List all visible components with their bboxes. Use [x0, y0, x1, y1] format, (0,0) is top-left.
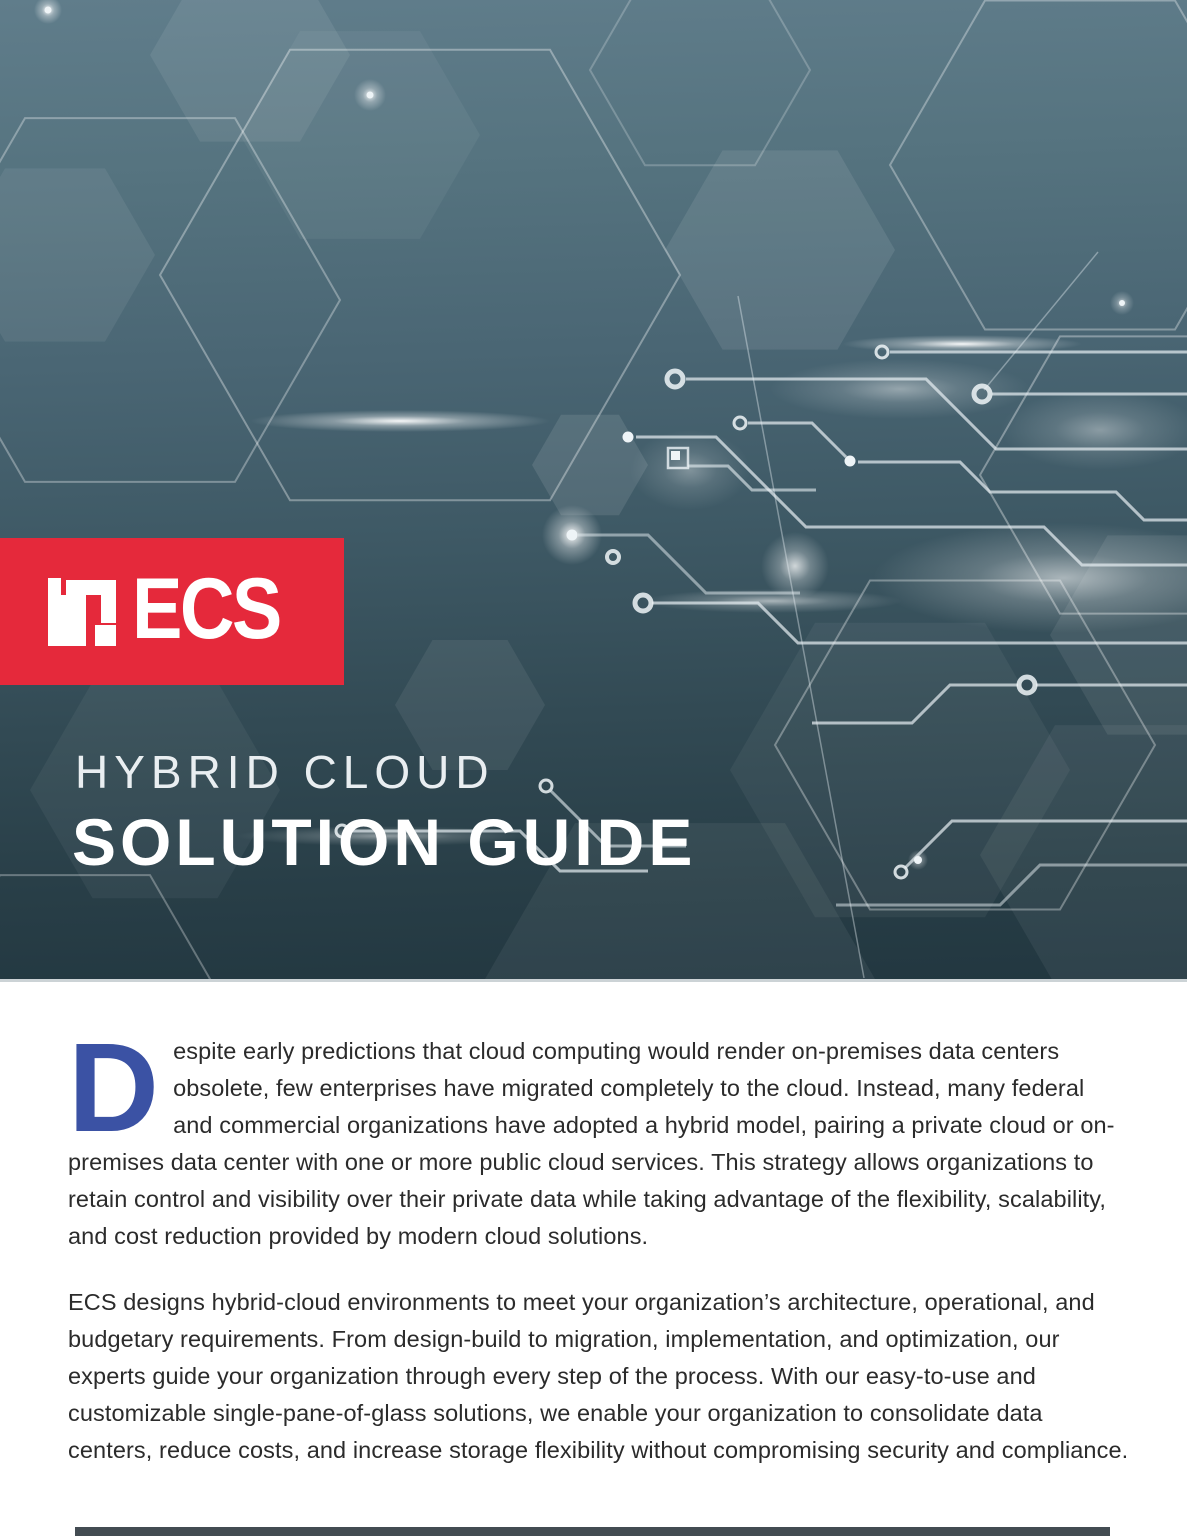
footer-accent-bar	[75, 1527, 1110, 1536]
intro-paragraph	[68, 1017, 1129, 1255]
cover-kicker: HYBRID CLOUD	[75, 746, 495, 798]
drop-cap: D	[68, 1017, 160, 1158]
cover-title: SOLUTION GUIDE	[72, 805, 697, 879]
ecs-logo-banner	[0, 538, 344, 685]
ecs-logo-icon	[48, 578, 116, 646]
content-section	[0, 982, 1187, 1536]
ecs-logo-wordmark: ECS	[132, 560, 280, 657]
body-paragraph: ECS designs hybrid-cloud environments to meet your organization’s architecture, operational, and budgetary requirements. From design-build to migration, implementation, and optimization, our experts guide your organization through every step of the process. With our easy-to-use and customizable single-pane-of-glass solutions, we enable your organization to consolidate data centers, reduce costs, and increase storage flexibility without compromising security and compliance.	[68, 1289, 1129, 1463]
intro-text: espite early predictions that cloud computing would render on-premises data centers obsolete, few enterprises have migrated completely to the cloud. Instead, many federal and commercial organizations have adopted a hybrid model, pairing a private cloud or on-premises data center with one or more public cloud services. This strategy allows organizations to retain control and visibility over their private data while taking advantage of the flexibility, scalability, and cost reduction provided by modern cloud solutions.	[68, 1038, 1115, 1249]
